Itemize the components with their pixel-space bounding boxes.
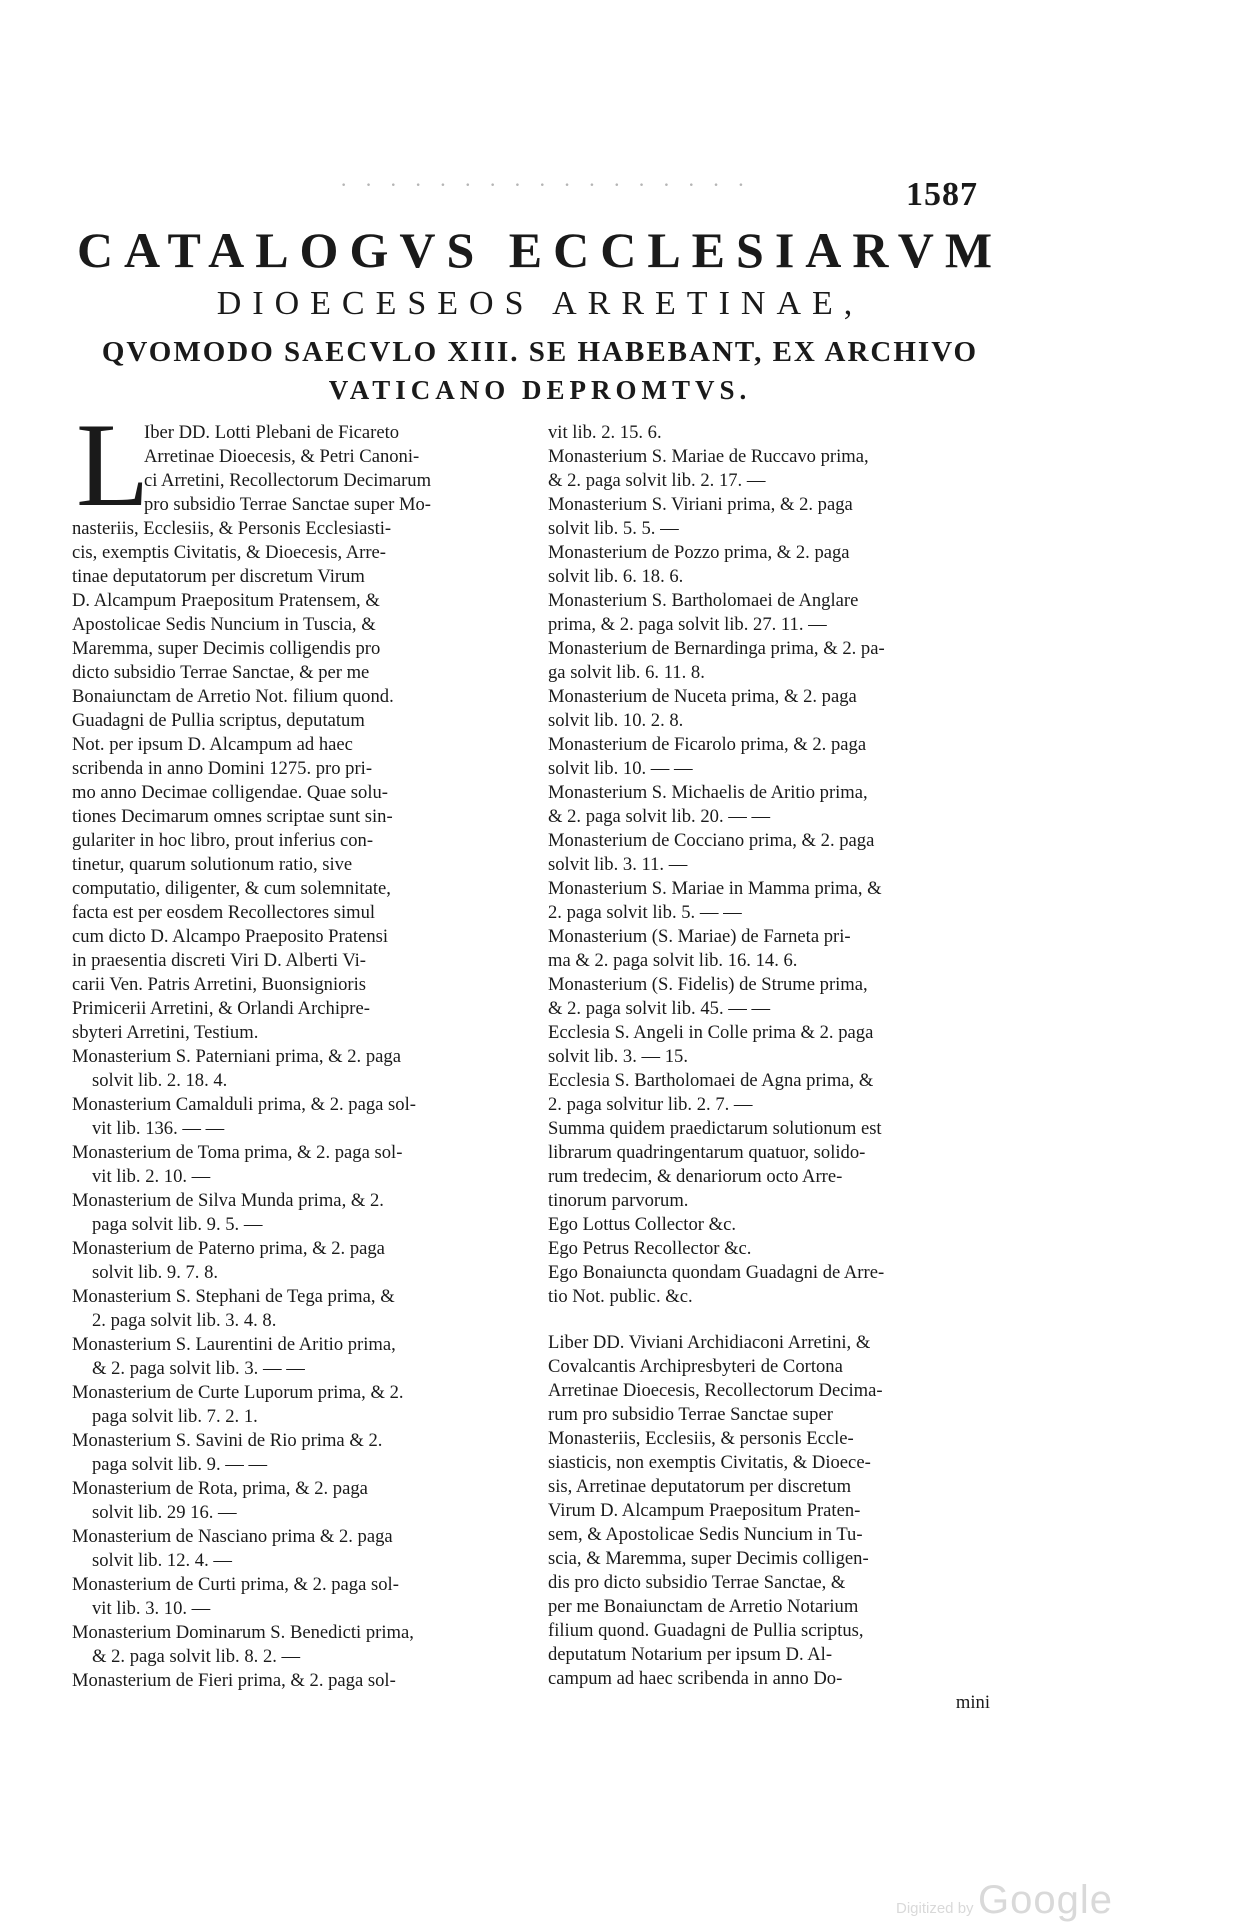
left-column-line: vit lib. 3. 10. — xyxy=(92,1598,211,1619)
right-column-line: Monasterium (S. Mariae) de Farneta pri- xyxy=(548,926,851,947)
left-column-line: paga solvit lib. 7. 2. 1. xyxy=(92,1406,258,1427)
right-column-line: Monasterium S. Mariae in Mamma prima, & xyxy=(548,878,882,899)
left-column-line: Monasterium de Nasciano prima & 2. paga xyxy=(72,1526,393,1547)
right-column-line: Covalcantis Archipresbyteri de Cortona xyxy=(548,1356,843,1377)
right-column-line: & 2. paga solvit lib. 20. — — xyxy=(548,806,771,827)
left-column-line: solvit lib. 9. 7. 8. xyxy=(92,1262,219,1283)
left-column-line: Monasterium S. Stephani de Tega prima, & xyxy=(72,1286,395,1307)
left-column-line: solvit lib. 29 16. — xyxy=(92,1502,237,1523)
title-line-2: DIOECESEOS ARRETINAE, xyxy=(216,285,864,322)
right-column-line: solvit lib. 10. 2. 8. xyxy=(548,710,684,731)
left-column-line: tinae deputatorum per discretum Virum xyxy=(72,566,365,587)
right-column-line: sem, & Apostolicae Sedis Nuncium in Tu- xyxy=(548,1524,863,1545)
left-column-line: Monasterium de Curte Luporum prima, & 2. xyxy=(72,1382,404,1403)
left-column-line: facta est per eosdem Recollectores simul xyxy=(72,902,376,923)
left-column-line: mo anno Decimae colligendae. Quae solu- xyxy=(72,782,388,803)
left-column-line: Not. per ipsum D. Alcampum ad haec xyxy=(72,734,353,755)
left-column-line: 2. paga solvit lib. 3. 4. 8. xyxy=(92,1310,277,1331)
right-column-line: deputatum Notarium per ipsum D. Al- xyxy=(548,1644,833,1665)
right-column-line: Monasterium (S. Fidelis) de Strume prima, xyxy=(548,974,868,995)
right-column-line: solvit lib. 10. — — xyxy=(548,758,693,779)
right-column-line: vit lib. 2. 15. 6. xyxy=(548,422,662,443)
right-column-line: prima, & 2. paga solvit lib. 27. 11. — xyxy=(548,614,827,635)
title-line-3: QVOMODO SAECVLO XIII. SE HABEBANT, EX ARCHIVO xyxy=(101,336,979,368)
left-column-line: sbyteri Arretini, Testium. xyxy=(72,1022,259,1043)
right-column-line: per me Bonaiunctam de Arretio Notarium xyxy=(548,1596,859,1617)
right-column-line: Monasterium S. Michaelis de Aritio prima, xyxy=(548,782,868,803)
right-column-line: solvit lib. 3. 11. — xyxy=(548,854,688,875)
right-column-line: mini xyxy=(955,1692,990,1713)
left-column-line: nasteriis, Ecclesiis, & Personis Ecclesiasti- xyxy=(72,518,392,539)
left-column-line: Monasterium Camalduli prima, & 2. paga sol- xyxy=(72,1094,416,1115)
right-column-line: Monasterium de Bernardinga prima, & 2. pa- xyxy=(548,638,885,659)
left-column xyxy=(72,421,524,1693)
watermark-small-text: Digitized by xyxy=(896,1900,974,1917)
right-column-line: Ecclesia S. Bartholomaei de Agna prima, & xyxy=(548,1070,874,1091)
left-column-line: Monasterium Dominarum S. Benedicti prima, xyxy=(72,1622,414,1643)
title-line-4: VATICANO DEPROMTVS. xyxy=(328,375,752,405)
right-column-line: solvit lib. 3. — 15. xyxy=(548,1046,688,1067)
title-line-1: CATALOGVS ECCLESIARVM xyxy=(76,222,1004,278)
left-column-line: Monasterium de Curti prima, & 2. paga sol- xyxy=(72,1574,399,1595)
right-column-line: rum tredecim, & denariorum octo Arre- xyxy=(548,1166,843,1187)
right-column-line: tio Not. public. &c. xyxy=(548,1286,693,1307)
right-column-line: scia, & Maremma, super Decimis colligen- xyxy=(548,1548,869,1569)
right-column-line: Arretinae Dioecesis, Recollectorum Decima- xyxy=(548,1380,883,1401)
right-column-line: 2. paga solvitur lib. 2. 7. — xyxy=(548,1094,753,1115)
left-column-line: paga solvit lib. 9. — — xyxy=(92,1454,268,1475)
left-column-line: Monasterium de Silva Munda prima, & 2. xyxy=(72,1190,384,1211)
right-column-line: & 2. paga solvit lib. 45. — — xyxy=(548,998,771,1019)
right-column-line: Ego Petrus Recollector &c. xyxy=(548,1238,752,1259)
right-column-line: ma & 2. paga solvit lib. 16. 14. 6. xyxy=(548,950,798,971)
left-column-line: paga solvit lib. 9. 5. — xyxy=(92,1214,263,1235)
right-column-line: Liber DD. Viviani Archidiaconi Arretini, & xyxy=(548,1332,871,1353)
right-column-line: Monasterium de Pozzo prima, & 2. paga xyxy=(548,542,850,563)
right-column-line: Monasterium S. Mariae de Ruccavo prima, xyxy=(548,446,869,467)
page-number: 1587 xyxy=(906,176,978,213)
left-column-line: Monasterium S. Laurentini de Aritio prima, xyxy=(72,1334,396,1355)
running-head: · · · · · · · · · · · · · · · · · xyxy=(340,172,751,197)
right-column-line: siasticis, non exemptis Civitatis, & Dioece- xyxy=(548,1452,871,1473)
left-column-line: & 2. paga solvit lib. 3. — — xyxy=(92,1358,305,1379)
left-column-line: tinetur, quarum solutionum ratio, sive xyxy=(72,854,353,875)
left-column-line: tiones Decimarum omnes scriptae sunt sin- xyxy=(72,806,393,827)
left-column-line: in praesentia discreti Viri D. Alberti Vi- xyxy=(72,950,366,971)
left-column-line: Monasterium S. Paterniani prima, & 2. paga xyxy=(72,1046,401,1067)
left-column-line: computatio, diligenter, & cum solemnitate, xyxy=(72,878,391,899)
watermark-logo-text: Google xyxy=(978,1878,1113,1922)
left-column-line: Apostolicae Sedis Nuncium in Tuscia, & xyxy=(72,614,376,635)
left-column-line: cum dicto D. Alcampo Praeposito Pratensi xyxy=(72,926,389,947)
right-column-line: Ego Lottus Collector &c. xyxy=(548,1214,736,1235)
right-column-line: Monasterium de Ficarolo prima, & 2. paga xyxy=(548,734,867,755)
right-column-line: Monasteriis, Ecclesiis, & personis Eccle- xyxy=(548,1428,854,1449)
left-column-line: vit lib. 2. 10. — xyxy=(92,1166,211,1187)
right-column-line: Virum D. Alcampum Praepositum Praten- xyxy=(548,1500,861,1521)
right-column-line: 2. paga solvit lib. 5. — — xyxy=(548,902,742,923)
left-column-line: Bonaiunctam de Arretio Not. filium quond. xyxy=(72,686,394,707)
right-column-line: tinorum parvorum. xyxy=(548,1190,689,1211)
left-column-line: pro subsidio Terrae Sanctae super Mo- xyxy=(144,494,431,515)
right-column-line: campum ad haec scribenda in anno Do- xyxy=(548,1668,843,1689)
left-column-line: solvit lib. 12. 4. — xyxy=(92,1550,232,1571)
right-column-line: ga solvit lib. 6. 11. 8. xyxy=(548,662,705,683)
right-column-line: sis, Arretinae deputatorum per discretum xyxy=(548,1476,852,1497)
left-column-line: Monasterium de Rota, prima, & 2. paga xyxy=(72,1478,368,1499)
left-column-line: solvit lib. 2. 18. 4. xyxy=(92,1070,228,1091)
left-column-line: cis, exemptis Civitatis, & Dioecesis, Arre- xyxy=(72,542,386,563)
left-column-line: Monasterium S. Savini de Rio prima & 2. xyxy=(72,1430,383,1451)
right-column-line: & 2. paga solvit lib. 2. 17. — xyxy=(548,470,766,491)
right-column-line: solvit lib. 5. 5. — xyxy=(548,518,679,539)
left-column-line: dicto subsidio Terrae Sanctae, & per me xyxy=(72,662,370,683)
left-column-line: D. Alcampum Praepositum Pratensem, & xyxy=(72,590,380,611)
left-column-line: gulariter in hoc libro, prout inferius con- xyxy=(72,830,374,851)
left-column-line: Guadagni de Pullia scriptus, deputatum xyxy=(72,710,365,731)
right-column-line: filium quond. Guadagni de Pullia scriptus, xyxy=(548,1620,864,1641)
left-column-line: scribenda in anno Domini 1275. pro pri- xyxy=(72,758,373,779)
right-column-line xyxy=(548,1309,1000,1331)
right-column xyxy=(548,421,1000,1715)
left-column-line: ci Arretini, Recollectorum Decimarum xyxy=(144,470,432,491)
left-column-line: carii Ven. Patris Arretini, Buonsignioris xyxy=(72,974,367,995)
left-column-line: Monasterium de Paterno prima, & 2. paga xyxy=(72,1238,385,1259)
right-column-line: Monasterium S. Viriani prima, & 2. paga xyxy=(548,494,853,515)
left-column-line: & 2. paga solvit lib. 8. 2. — xyxy=(92,1646,301,1667)
right-column-line: dis pro dicto subsidio Terrae Sanctae, & xyxy=(548,1572,846,1593)
left-column-line: vit lib. 136. — — xyxy=(92,1118,225,1139)
left-column-line: Maremma, super Decimis colligendis pro xyxy=(72,638,381,659)
digitized-watermark xyxy=(896,1878,1113,1923)
left-column-line: Primicerii Arretini, & Orlandi Archipre- xyxy=(72,998,370,1019)
drop-cap: L xyxy=(76,398,150,531)
right-column-line: solvit lib. 6. 18. 6. xyxy=(548,566,684,587)
left-column-line: Monasterium de Toma prima, & 2. paga sol- xyxy=(72,1142,403,1163)
right-column-line: Monasterium S. Bartholomaei de Anglare xyxy=(548,590,859,611)
right-column-line: Monasterium de Cocciano prima, & 2. paga xyxy=(548,830,875,851)
left-column-line: Arretinae Dioecesis, & Petri Canoni- xyxy=(144,446,420,467)
right-column-line: Ego Bonaiuncta quondam Guadagni de Arre- xyxy=(548,1262,885,1283)
left-column-line: Iber DD. Lotti Plebani de Ficareto xyxy=(144,422,400,443)
right-column-line: Monasterium de Nuceta prima, & 2. paga xyxy=(548,686,857,707)
left-column-line: Monasterium de Fieri prima, & 2. paga sol- xyxy=(72,1670,396,1691)
right-column-line: rum pro subsidio Terrae Sanctae super xyxy=(548,1404,833,1425)
right-column-line: Summa quidem praedictarum solutionum est xyxy=(548,1118,882,1139)
title-block xyxy=(70,222,1010,408)
right-column-line: Ecclesia S. Angeli in Colle prima & 2. paga xyxy=(548,1022,874,1043)
right-column-line: librarum quadringentarum quatuor, solido- xyxy=(548,1142,866,1163)
